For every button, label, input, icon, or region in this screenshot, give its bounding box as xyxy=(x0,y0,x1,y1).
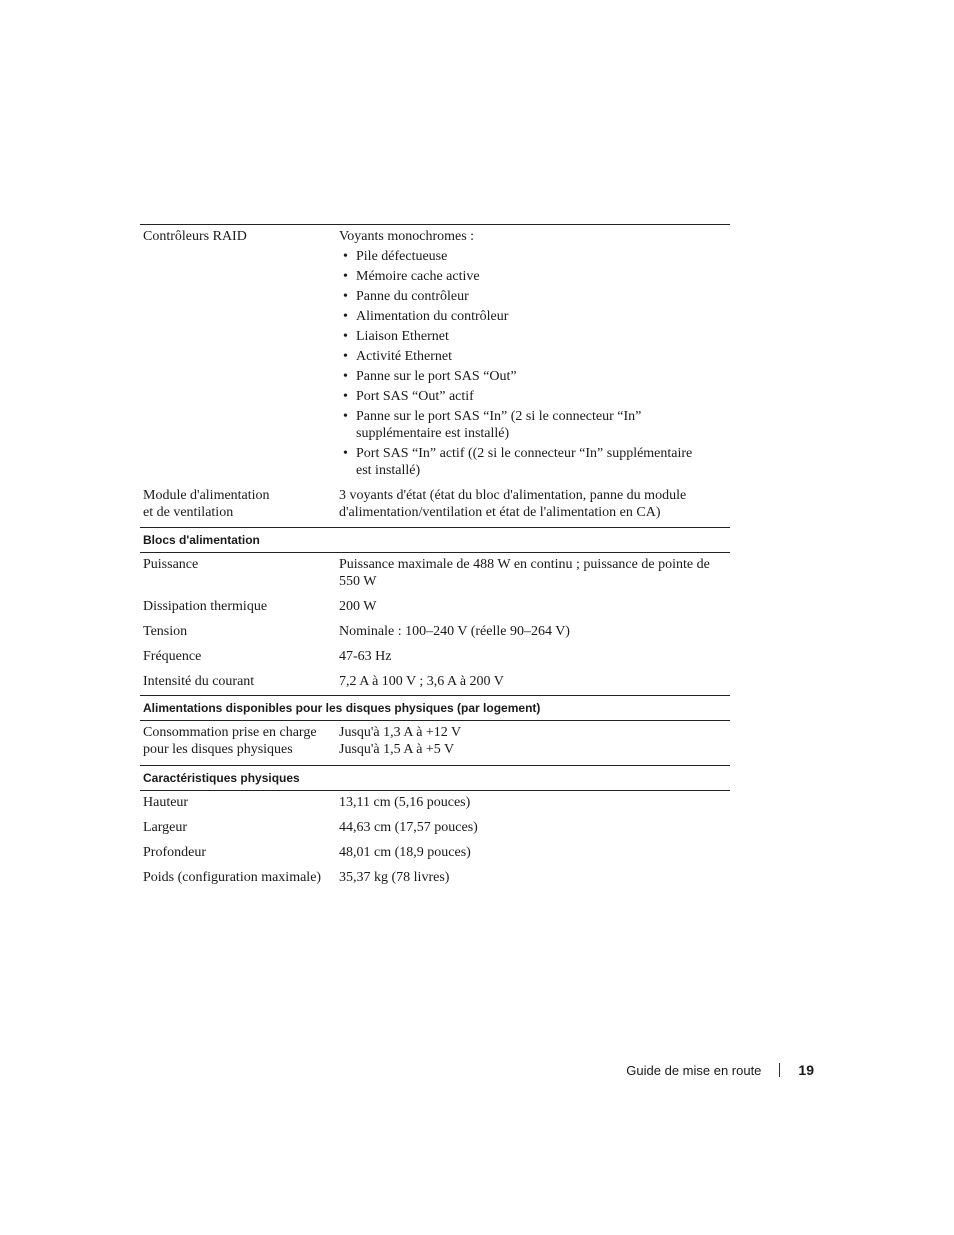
footer-title: Guide de mise en route xyxy=(626,1062,762,1078)
raid-controllers-label: Contrôleurs RAID xyxy=(143,229,247,244)
raid-indicator-list xyxy=(339,248,730,479)
list-item: • Activité Ethernet xyxy=(339,348,730,365)
row-value: 13,11 cm (5,16 pouces) xyxy=(339,795,471,810)
drive-power-label-line1: Consommation prise en charge xyxy=(143,725,317,740)
table-row xyxy=(140,794,730,811)
row-value: 48,01 cm (18,9 pouces) xyxy=(339,845,471,860)
footer-divider xyxy=(779,1063,780,1077)
row-label: Profondeur xyxy=(143,845,206,860)
table-row xyxy=(140,673,730,690)
section-header-drive-power: Alimentations disponibles pour les disques physiques (par logement) xyxy=(140,695,730,721)
table-row xyxy=(140,844,730,861)
list-item: • Liaison Ethernet xyxy=(339,328,730,345)
drive-power-label xyxy=(143,724,339,758)
psu-fan-module-label xyxy=(143,487,339,521)
list-item: • Mémoire cache active xyxy=(339,268,730,285)
list-item: • Panne du contrôleur xyxy=(339,288,730,305)
psu-fan-module-value: 3 voyants d'état (état du bloc d'alimentation, panne du module d'alimentation/ventilation et état de l'alimentation en CA) xyxy=(339,488,687,520)
raid-controllers-row xyxy=(140,225,730,482)
psu-fan-module-label-line1: Module d'alimentation xyxy=(143,488,270,503)
row-label: Poids (configuration maximale) xyxy=(143,870,322,885)
row-label: Fréquence xyxy=(143,649,202,664)
table-row xyxy=(140,598,730,615)
drive-power-value-line1: Jusqu'à 1,3 A à +12 V xyxy=(339,725,462,740)
row-label: Dissipation thermique xyxy=(143,599,268,614)
row-label: Intensité du courant xyxy=(143,674,255,689)
section-header-physical: Caractéristiques physiques xyxy=(140,765,730,791)
row-label: Tension xyxy=(143,624,188,639)
psu-fan-module-label-line2: et de ventilation xyxy=(143,505,234,520)
raid-indicators-intro: Voyants monochromes : xyxy=(339,229,475,244)
raid-controllers-value xyxy=(339,228,730,482)
list-item: • Panne sur le port SAS “In” (2 si le connecteur “In” supplémentaire est installé) xyxy=(339,408,730,442)
specifications-table xyxy=(140,224,730,886)
page-number: 19 xyxy=(798,1062,814,1078)
table-row xyxy=(140,623,730,640)
table-row xyxy=(140,869,730,886)
table-row xyxy=(140,648,730,665)
table-row xyxy=(140,819,730,836)
section-header-power-supplies: Blocs d'alimentation xyxy=(140,527,730,553)
psu-fan-module-row xyxy=(140,487,730,521)
list-item: • Panne sur le port SAS “Out” xyxy=(339,368,730,385)
row-value: 7,2 A à 100 V ; 3,6 A à 200 V xyxy=(339,674,504,689)
row-label: Puissance xyxy=(143,557,199,572)
row-value: Puissance maximale de 488 W en continu ; puissance de pointe de 550 W xyxy=(339,557,710,589)
drive-power-value-line2: Jusqu'à 1,5 A à +5 V xyxy=(339,742,455,757)
list-item: • Alimentation du contrôleur xyxy=(339,308,730,325)
row-value: 200 W xyxy=(339,599,377,614)
drive-power-row xyxy=(140,721,730,758)
list-item: • Pile défectueuse xyxy=(339,248,730,265)
list-item: • Port SAS “Out” actif xyxy=(339,388,730,405)
row-value: Nominale : 100–240 V (réelle 90–264 V) xyxy=(339,624,570,639)
physical-rows xyxy=(140,791,730,886)
power-rows xyxy=(140,553,730,690)
row-value: 35,37 kg (78 livres) xyxy=(339,870,450,885)
table-row xyxy=(140,556,730,590)
row-value: 47-63 Hz xyxy=(339,649,392,664)
row-label: Hauteur xyxy=(143,795,189,810)
drive-power-label-line2: pour les disques physiques xyxy=(143,742,293,757)
drive-power-value xyxy=(339,724,730,758)
row-label: Largeur xyxy=(143,820,188,835)
list-item: • Port SAS “In” actif ((2 si le connecteur “In” supplémentaire est installé) xyxy=(339,445,730,479)
page-footer xyxy=(626,1062,814,1078)
row-value: 44,63 cm (17,57 pouces) xyxy=(339,820,478,835)
